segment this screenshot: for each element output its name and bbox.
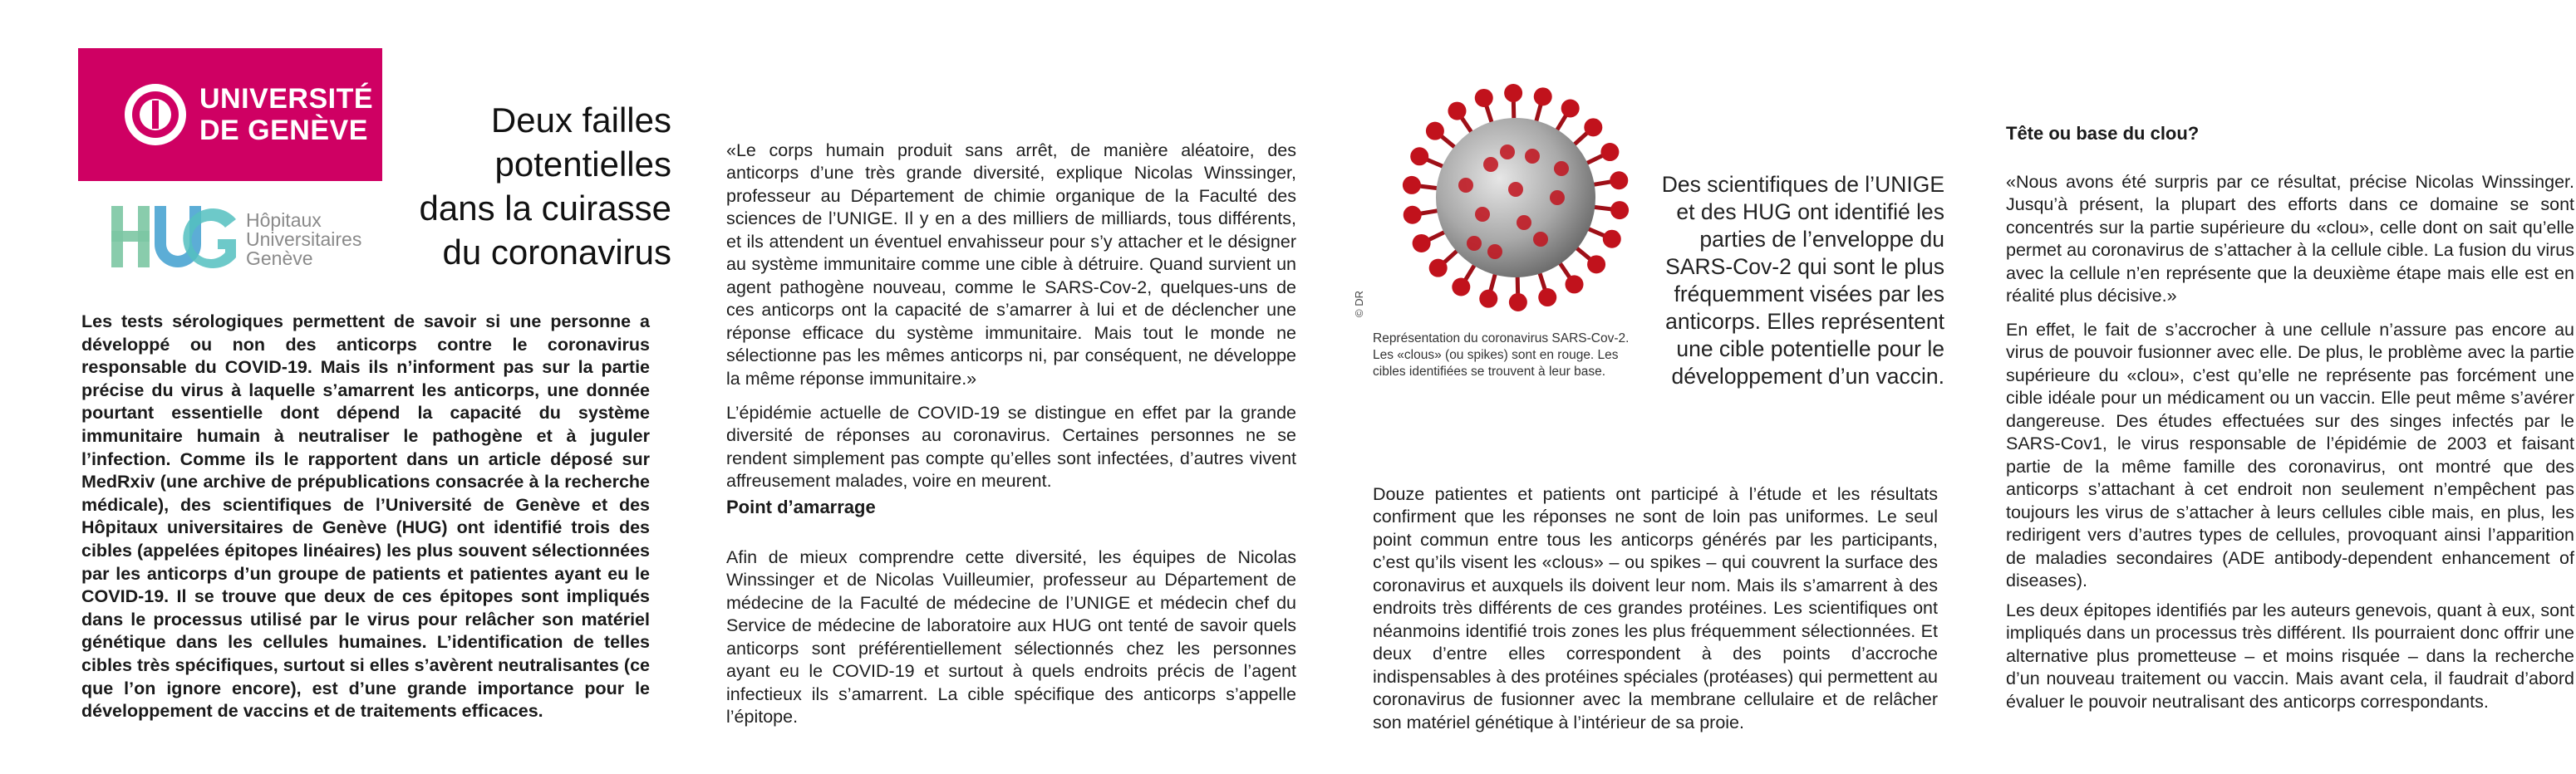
caption-line: Représentation du coronavirus SARS-Cov-2. [1373,331,1630,345]
body-paragraph: L’épidémie actuelle de COVID-19 se distingue en effet par la grande diversité de réponses au coronavirus. Certaines personnes ne se rendent simplement pas compte qu’elles sont infectées, d’autres vivent affreusement malades, voire en meurent. [726,402,1296,491]
spike-head [1587,255,1605,273]
body-paragraph: Les deux épitopes identifiés par les auteurs genevois, quant à eux, sont impliqués dans un processus très différent. Ils pourraient donc offrir une alternative plus prometteuse – et moins risquée – dans la recherche d’un nouveau traitement ou vaccin. Mais avant cela, il faudrait d’abord évaluer le pouvoir neutralisant des anticorps correspondants. [2006,600,2574,712]
spike-head [1410,147,1428,165]
spike-head [1561,99,1580,117]
caption-line: cibles identifiées se trouvent à leur base. [1373,365,1606,379]
spike-head [1600,143,1619,161]
subheading: Point d’amarrage [726,497,876,517]
spike-surface [1467,236,1482,251]
unige-seal-icon [125,84,186,145]
spike-head [1404,206,1422,224]
spike-head [1429,259,1448,277]
spike-head [1479,290,1497,308]
hug-logo [111,203,394,274]
unige-wordmark-line: UNIVERSITÉ [199,83,374,115]
spike-head [1504,84,1522,102]
spike-head [1509,293,1527,311]
spike-head [1566,275,1584,293]
body-paragraph: «Le corps humain produit sans arrêt, de manière aléatoire, des anticorps d’une très grande diversité, explique Nicolas Winssinger, professeur au Département de chimie organique de la Faculté des sciences de l’UNIGE. Il y en a des milliers de milliards, tous différents, et ils attendent un éventuel envahisseur pour s’y attacher et le désigner au système immunitaire comme une cible à détruire. Quand survient un agent pathogène nouveau, comme le SARS-Cov-2, quelques-uns de ces anticorps ont la capacité de s’amarrer à lui et de déclencher une réponse efficace du système immunitaire. Mais tout le monde ne sélectionne pas les mêmes anticorps ni, par conséquent, ne développe la même réponse immunitaire.» [726,140,1296,389]
spike-surface [1533,232,1548,247]
figure-caption [1373,331,1645,380]
spike-head [1610,201,1629,219]
headline-line: du coronavirus [442,233,671,272]
headline-line: dans la cuirasse [419,189,671,228]
lead-paragraph: Les tests sérologiques permettent de savoir si une personne a développé ou non des anticorps contre le coronavirus responsable du COVID-19. Mais ils n’informent pas sur la partie précise du virus à laquelle s’amarrent les anticorps, une donnée pourtant essentielle dont dépend la capacité du système immunitaire humain à neutraliser le pathogène et à juguler l’infection. Comme ils le rapportent dans un article déposé sur MedRxiv (une archive de prépublications consacrée à la recherche médicale), des scientifiques de l’Université de Genève et des Hôpitaux universitaires de Genève (HUG) ont identifié trois des cibles (appelées épitopes linéaires) les plus souvent sélectionnées par les anticorps d’un groupe de patients et patientes ayant eu le COVID-19. Il se trouve que deux de ces épitopes sont impliqués dans le processus utilisé par le virus pour relâcher son matériel génétique dans les cellules humaines. L’identification de telles cibles très spécifiques, surtout si elles s’avèrent neutralisantes (ce que l’on ignore encore), est d’une grande importance pour le développement de vaccins et de traitements efficaces. [81,311,650,722]
spike-head [1403,176,1421,194]
callout-text: Des scientifiques de l’UNIGE et des HUG ont identifié les parties de l’enveloppe du SARS-Cov-2 qui sont le plus fréquemment visées par les anticorps. Elles représentent une cible potentielle pour le développement d’un vaccin. [1661,172,1944,389]
spike-head [1584,118,1602,136]
headline-line: potentielles [494,145,671,184]
body-paragraph: Afin de mieux comprendre cette diversité, les équipes de Nicolas Winssinger et de Nicolas Vuilleumier, professeur au Département de médecine de la Faculté de médecine de l’UNIGE et médecin chef du Service de médecine de laboratoire aux HUG ont tenté de savoir quels anticorps sont préférentiellement sélectionnés chez les personnes ayant eu le COVID-19 et surtout à quels endroits précis de l’agent infectieux ils s’amarrent. La cible spécifique des anticorps s’appelle l’épitope. [726,546,1296,727]
headline [356,98,671,274]
body-paragraph: En effet, le fait de s’accrocher à une cellule n’assure pas encore au virus de pouvoir fusionner avec elle. De plus, le problème avec la partie supérieure du «clou», c’est qu’elle ne représente pas forcément une cible idéale pour un médicament ou un vaccin. Elle peut même s’avérer dangereuse. Des études effectuées sur des singes infectés par le SARS-Cov1, le virus responsable de l’épidémie de 2003 et faisant partie de la même famille des coronavirus, ont montré que des anticorps s’attachant à cet endroit non seulement n’empêchent pas toujours les virus de s’attacher à leurs cellules cible mais, en plus, les redirigent vers d’autres types de cellules, provoquant ainsi l’apparition de maladies secondaires (ADE antibody-dependent enhancement of diseases). [2006,319,2574,590]
spike-head [1448,102,1466,120]
coronavirus-illustration [1391,73,1640,322]
spike-head [1534,87,1552,105]
subheading: Tête ou base du clou? [2006,123,2200,144]
unige-logo [78,48,382,181]
spike-surface [1487,244,1502,259]
spike-surface [1554,161,1569,176]
spike-surface [1458,178,1473,193]
spike-surface [1500,145,1515,159]
spike-surface [1475,207,1490,222]
spike-surface [1517,215,1531,230]
caption-line: Les «clous» (ou spikes) sont en rouge. Les [1373,348,1619,362]
unige-wordmark [199,83,373,146]
body-paragraph: Douze patientes et patients ont participé à l’étude et les résultats confirment que les réponses ne sont de loin pas uniformes. Le seul point commun entre tous les anticorps générés par les participants, c’est qu’ils visent les «clous» – ou spikes – qui couvrent la surface des coronavirus et auxquels ils doivent leur nom. Mais ils s’amarrent à des endroits très différents de ces grandes protéines. Les scientifiques ont néanmoins identifié trois zones les plus fréquemment sélectionnées. Et deux d’entre elles correspondent à des points d’accroche indispensables à des protéines spéciales (protéases) qui permettent au coronavirus de fusionner avec la membrane cellulaire et de relâcher son matériel génétique à l’intérieur de sa proie. [1373,483,1938,732]
body-paragraph: «Nous avons été surpris par ce résultat, précise Nicolas Winssinger. Jusqu’à présent, la plupart des efforts dans ce domaine se sont concentrés sur la partie supérieure du «clou», celle dont on sait qu’elle permet au coronavirus de s’attacher à la cellule cible. La fusion du virus avec la cellule n’en représente que la deuxième étape mais elle est en réalité plus décisive.» [2006,171,2574,306]
spike-surface [1550,190,1565,205]
hug-name-line: Hôpitaux [246,209,322,231]
spike-head [1413,234,1431,252]
spike-head [1475,89,1493,107]
unige-wordmark-line: DE GENÈVE [199,115,368,146]
spike-head [1603,230,1621,248]
spike-head [1452,278,1470,296]
spike-head [1426,122,1444,140]
photo-credit: © DR [1353,291,1365,317]
spike-surface [1483,157,1498,172]
spike-head [1610,171,1628,189]
hug-name [246,211,361,268]
spike-head [1538,288,1556,306]
headline-line: Deux failles [490,100,671,140]
hug-name-line: Universitaires [246,228,362,250]
hug-letters-icon [111,203,236,274]
hug-name-line: Genève [246,247,313,269]
spike-surface [1525,149,1540,164]
spike-surface [1508,182,1523,197]
